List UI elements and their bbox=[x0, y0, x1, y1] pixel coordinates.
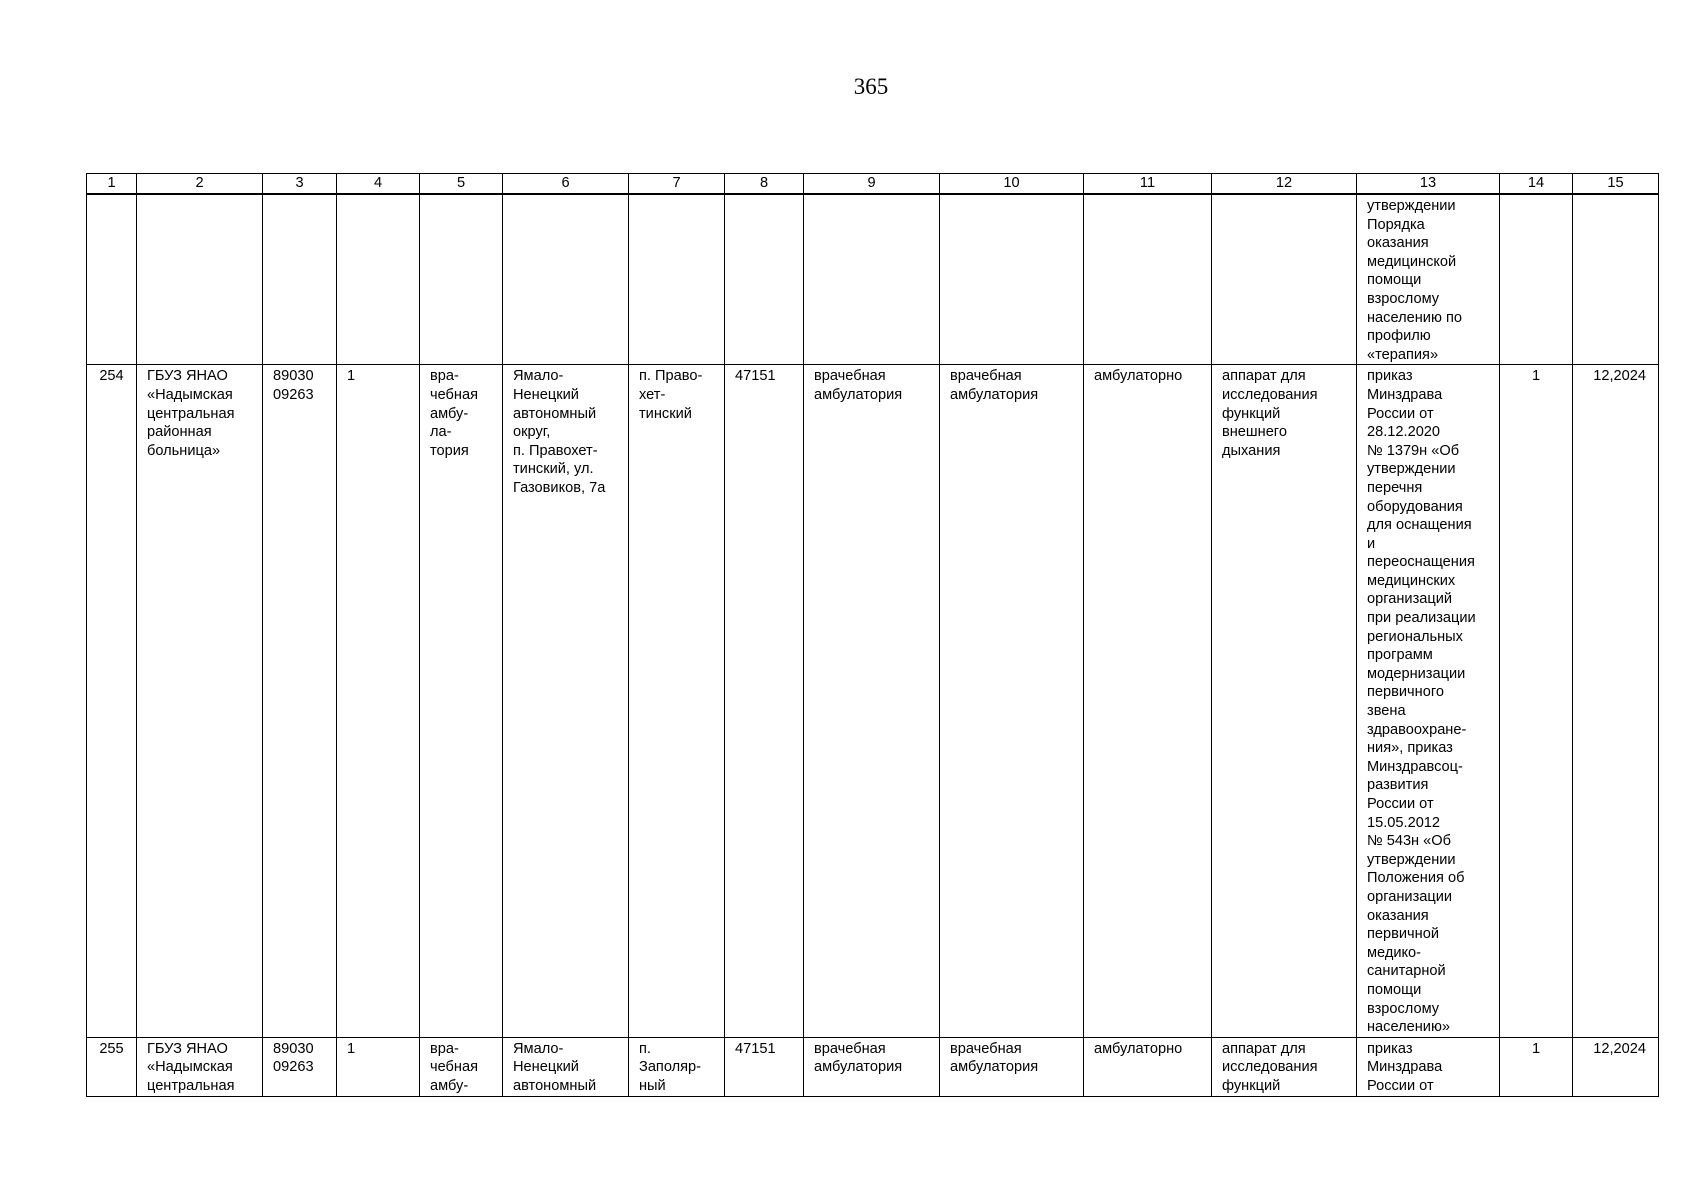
table-cell bbox=[263, 194, 337, 365]
table-cell: врачебная амбулатория bbox=[804, 365, 940, 1037]
table-cell: вра- чебная амбу- ла- тория bbox=[420, 365, 503, 1037]
date-cell: 12,2024 bbox=[1573, 1037, 1659, 1096]
table-cell: 89030 09263 bbox=[263, 365, 337, 1037]
column-number: 5 bbox=[420, 174, 503, 195]
table-cell bbox=[940, 194, 1084, 365]
table-cell: амбулаторно bbox=[1084, 1037, 1212, 1096]
regulation-cell: приказ Минздрава России от bbox=[1357, 1037, 1500, 1096]
column-number: 15 bbox=[1573, 174, 1659, 195]
column-number: 4 bbox=[337, 174, 420, 195]
column-number: 3 bbox=[263, 174, 337, 195]
table-cell: утверждении Порядка оказания медицинской помощи взрослому населению по профилю «терапия» bbox=[1357, 194, 1500, 365]
table-cell bbox=[503, 194, 629, 365]
table-cell bbox=[1212, 194, 1357, 365]
table-cell: 1 bbox=[337, 1037, 420, 1096]
row-number: 254 bbox=[87, 365, 137, 1037]
equipment-cell: аппарат для исследования функций внешнего дыхания bbox=[1212, 365, 1357, 1037]
quantity-cell: 1 bbox=[1500, 365, 1573, 1037]
table-cell: врачебная амбулатория bbox=[940, 365, 1084, 1037]
table-cell: 89030 09263 bbox=[263, 1037, 337, 1096]
table-cell bbox=[725, 194, 804, 365]
table-cell: 1 bbox=[337, 365, 420, 1037]
column-number: 6 bbox=[503, 174, 629, 195]
table-cell: 47151 bbox=[725, 365, 804, 1037]
table-cell: 47151 bbox=[725, 1037, 804, 1096]
table-cell: врачебная амбулатория bbox=[940, 1037, 1084, 1096]
table-row bbox=[87, 1037, 1659, 1096]
equipment-table bbox=[86, 173, 1659, 1097]
column-number: 2 bbox=[137, 174, 263, 195]
column-number: 14 bbox=[1500, 174, 1573, 195]
row-number: 255 bbox=[87, 1037, 137, 1096]
table-cell: врачебная амбулатория bbox=[804, 1037, 940, 1096]
table-cell bbox=[87, 194, 137, 365]
table-cell bbox=[337, 194, 420, 365]
table-cell: вра- чебная амбу- bbox=[420, 1037, 503, 1096]
page-number: 365 bbox=[853, 74, 889, 99]
table-cell bbox=[1500, 194, 1573, 365]
settlement-cell: п. Заполяр- ный bbox=[629, 1037, 725, 1096]
address-cell: Ямало- Ненецкий автономный bbox=[503, 1037, 629, 1096]
column-number: 7 bbox=[629, 174, 725, 195]
column-number: 10 bbox=[940, 174, 1084, 195]
table-cell bbox=[804, 194, 940, 365]
regulation-cell: приказ Минздрава России от 28.12.2020 № 1379н «Об утверждении перечня оборудования для оснащения и переоснащения медицинских организаций при реализации региональных программ модернизации первичного звена здравоохране- ния», приказ Минздравсоц- развития России от 15.05.2012 № 543н «Об утверждении Положения об организации оказания первичной медико- санитарной помощи взрослому населению» bbox=[1357, 365, 1500, 1037]
column-number-row bbox=[87, 174, 1659, 195]
table-row-continuation bbox=[87, 194, 1659, 365]
date-cell: 12,2024 bbox=[1573, 365, 1659, 1037]
equipment-cell: аппарат для исследования функций bbox=[1212, 1037, 1357, 1096]
column-number: 1 bbox=[87, 174, 137, 195]
address-cell: Ямало- Ненецкий автономный округ, п. Правохет- тинский, ул. Газовиков, 7а bbox=[503, 365, 629, 1037]
quantity-cell: 1 bbox=[1500, 1037, 1573, 1096]
column-number: 9 bbox=[804, 174, 940, 195]
column-number: 13 bbox=[1357, 174, 1500, 195]
column-number: 8 bbox=[725, 174, 804, 195]
table-cell bbox=[420, 194, 503, 365]
organization-cell: ГБУЗ ЯНАО «Надымская центральная bbox=[137, 1037, 263, 1096]
organization-cell: ГБУЗ ЯНАО «Надымская центральная районная больница» bbox=[137, 365, 263, 1037]
column-number: 11 bbox=[1084, 174, 1212, 195]
table-cell bbox=[629, 194, 725, 365]
table-cell bbox=[1573, 194, 1659, 365]
column-number: 12 bbox=[1212, 174, 1357, 195]
table-cell: амбулаторно bbox=[1084, 365, 1212, 1037]
settlement-cell: п. Право- хет- тинский bbox=[629, 365, 725, 1037]
table-cell bbox=[1084, 194, 1212, 365]
table-cell bbox=[137, 194, 263, 365]
table-row bbox=[87, 365, 1659, 1037]
